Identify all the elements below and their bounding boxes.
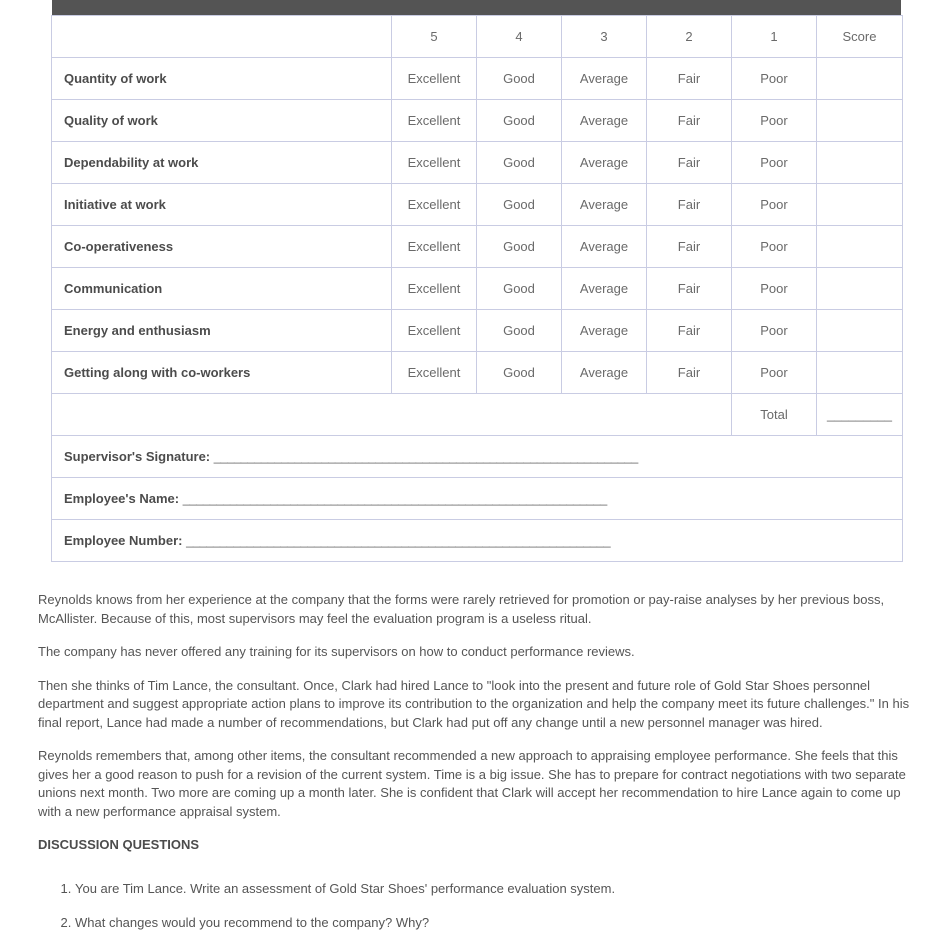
rating-option-fair[interactable]: Fair <box>647 100 732 142</box>
rating-option-fair[interactable]: Fair <box>647 184 732 226</box>
rating-option-excellent[interactable]: Excellent <box>392 352 477 394</box>
score-cell[interactable] <box>817 226 903 268</box>
rating-option-poor[interactable]: Poor <box>732 100 817 142</box>
rating-option-fair[interactable]: Fair <box>647 310 732 352</box>
rating-option-good[interactable]: Good <box>477 184 562 226</box>
criterion-row <box>52 226 903 268</box>
header-blank-cell <box>52 16 392 58</box>
score-cell[interactable] <box>817 268 903 310</box>
rating-option-poor[interactable]: Poor <box>732 58 817 100</box>
employee-name-field[interactable] <box>52 478 903 520</box>
question-item: 2. What changes would you recommend to the company? Why? <box>75 914 915 932</box>
rating-option-poor[interactable]: Poor <box>732 184 817 226</box>
criterion-row <box>52 142 903 184</box>
rating-option-good[interactable]: Good <box>477 268 562 310</box>
rating-option-fair[interactable]: Fair <box>647 352 732 394</box>
score-cell[interactable] <box>817 100 903 142</box>
supervisor-signature-label: Supervisor's Signature: <box>64 449 211 464</box>
rating-option-fair[interactable]: Fair <box>647 142 732 184</box>
score-cell[interactable] <box>817 352 903 394</box>
rating-option-average[interactable]: Average <box>562 226 647 268</box>
rating-option-poor[interactable]: Poor <box>732 142 817 184</box>
employee-name-row <box>52 478 903 520</box>
score-cell[interactable] <box>817 58 903 100</box>
rating-option-average[interactable]: Average <box>562 352 647 394</box>
score-header: Score <box>817 16 903 58</box>
rating-option-average[interactable]: Average <box>562 268 647 310</box>
employee-name-line: _______________________________________________________________ <box>182 491 607 506</box>
employee-number-field[interactable] <box>52 520 903 562</box>
rating-option-good[interactable]: Good <box>477 142 562 184</box>
rating-option-excellent[interactable]: Excellent <box>392 310 477 352</box>
rating-option-fair[interactable]: Fair <box>647 226 732 268</box>
score-cell[interactable] <box>817 184 903 226</box>
rating-option-average[interactable]: Average <box>562 58 647 100</box>
total-label: Total <box>732 394 817 436</box>
rating-option-good[interactable]: Good <box>477 100 562 142</box>
case-narrative <box>38 591 913 870</box>
rating-option-poor[interactable]: Poor <box>732 226 817 268</box>
rating-option-excellent[interactable]: Excellent <box>392 100 477 142</box>
rating-option-average[interactable]: Average <box>562 142 647 184</box>
rating-option-fair[interactable]: Fair <box>647 58 732 100</box>
criterion-row <box>52 184 903 226</box>
paragraph: The company has never offered any training for its supervisors on how to conduct performance reviews. <box>38 644 635 659</box>
total-row <box>52 394 903 436</box>
criterion-row <box>52 310 903 352</box>
criterion-row <box>52 268 903 310</box>
employee-number-line: _______________________________________________________________ <box>186 533 611 548</box>
question-item: 1. You are Tim Lance. Write an assessment of Gold Star Shoes' performance evaluation system. <box>75 880 915 898</box>
rating-option-excellent[interactable]: Excellent <box>392 58 477 100</box>
rating-option-good[interactable]: Good <box>477 310 562 352</box>
form-title-bar <box>52 0 901 15</box>
rating-header: 3 <box>562 16 647 58</box>
criterion-label: Quality of work <box>52 100 392 142</box>
rating-option-poor[interactable]: Poor <box>732 352 817 394</box>
employee-number-label: Employee Number: <box>64 533 183 548</box>
rating-option-excellent[interactable]: Excellent <box>392 268 477 310</box>
rating-option-poor[interactable]: Poor <box>732 310 817 352</box>
supervisor-signature-line: _______________________________________________________________ <box>213 449 638 464</box>
rating-header: 5 <box>392 16 477 58</box>
paragraph: Reynolds remembers that, among other items, the consultant recommended a new approach to appraising employee performance. She feels that this gives her a good reason to push for a revision of the current system. Time is a big issue. She has to prepare for contract negotiations with two separate unions next month. Two more are coming up a month later. She is confident that Clark will accept her recommendation to hire Lance again to come up with a new performance appraisal system. <box>38 748 906 819</box>
rating-option-excellent[interactable]: Excellent <box>392 142 477 184</box>
discussion-questions-heading: DISCUSSION QUESTIONS <box>38 837 200 852</box>
supervisor-signature-field[interactable] <box>52 436 903 478</box>
paragraph: Then she thinks of Tim Lance, the consultant. Once, Clark had hired Lance to "look into the present and future role of Gold Star Shoes personnel department and suggest appropriate action plans to improve its contribution to the organization and help the company meet its future challenges." In his final report, Lance had made a number of recommendations, but Clark had put off any change until a new personnel manager was hired. <box>38 677 910 730</box>
rating-option-good[interactable]: Good <box>477 58 562 100</box>
rating-option-poor[interactable]: Poor <box>732 268 817 310</box>
criterion-label: Quantity of work <box>52 58 392 100</box>
rating-option-excellent[interactable]: Excellent <box>392 184 477 226</box>
rating-header: 2 <box>647 16 732 58</box>
evaluation-form-table <box>51 15 903 562</box>
signature-row <box>52 436 903 478</box>
employee-number-row <box>52 520 903 562</box>
rating-option-excellent[interactable]: Excellent <box>392 226 477 268</box>
discussion-questions-list <box>38 880 915 948</box>
criterion-label: Communication <box>52 268 392 310</box>
rating-header: 1 <box>732 16 817 58</box>
criterion-label: Dependability at work <box>52 142 392 184</box>
criterion-row <box>52 352 903 394</box>
rating-header: 4 <box>477 16 562 58</box>
criterion-label: Co-operativeness <box>52 226 392 268</box>
rating-option-good[interactable]: Good <box>477 226 562 268</box>
employee-name-label: Employee's Name: <box>64 491 180 506</box>
criterion-row <box>52 58 903 100</box>
rating-option-good[interactable]: Good <box>477 352 562 394</box>
criterion-label: Energy and enthusiasm <box>52 310 392 352</box>
criterion-label: Getting along with co-workers <box>52 352 392 394</box>
total-score-field[interactable]: _________ <box>817 394 903 436</box>
rating-option-average[interactable]: Average <box>562 310 647 352</box>
rating-option-fair[interactable]: Fair <box>647 268 732 310</box>
criterion-label: Initiative at work <box>52 184 392 226</box>
total-blank-cell <box>52 394 732 436</box>
criterion-row <box>52 100 903 142</box>
rating-option-average[interactable]: Average <box>562 100 647 142</box>
paragraph: Reynolds knows from her experience at the company that the forms were rarely retrieved for promotion or pay-raise analyses by her previous boss, McAllister. Because of this, most supervisors may feel the evaluation program is a useless ritual. <box>38 592 885 626</box>
rating-option-average[interactable]: Average <box>562 184 647 226</box>
header-row <box>52 16 903 58</box>
score-cell[interactable] <box>817 142 903 184</box>
score-cell[interactable] <box>817 310 903 352</box>
